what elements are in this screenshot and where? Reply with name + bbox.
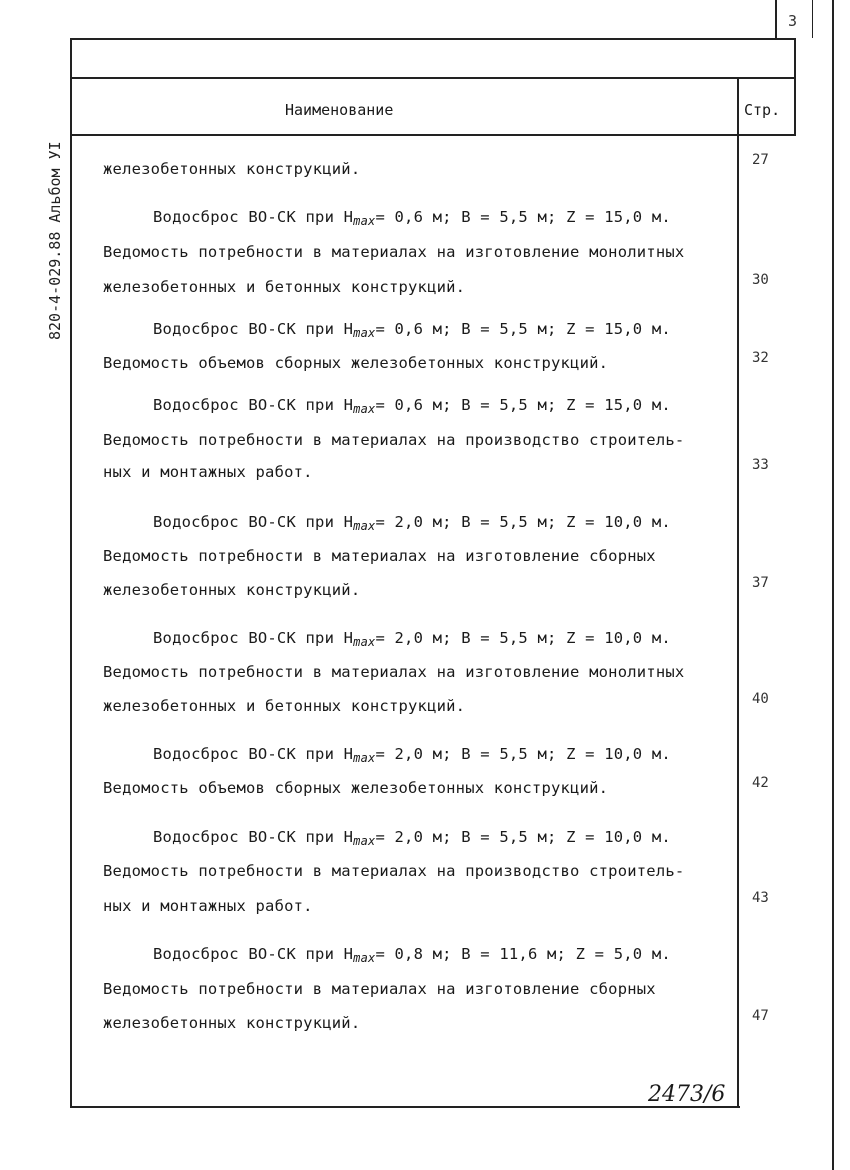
header-bottom-line: [72, 134, 796, 136]
entry-line: Ведомость потребности в материалах на изготовление сборных: [103, 980, 656, 998]
entry-line: Водосброс ВО-СК при $H_{max}= 2,0$ м; В = 5,5 м; Z = 10,0 м.: [153, 745, 671, 765]
corner-box-left: [775, 0, 777, 38]
entry-page-number: 30: [752, 272, 769, 288]
entry-line: Ведомость потребности в материалах на изготовление монолитных: [103, 663, 685, 681]
entry-line: железобетонных и бетонных конструкций.: [103, 278, 466, 296]
entry-line: Ведомость объемов сборных железобетонных конструкций.: [103, 779, 609, 797]
header-page: Стр.: [744, 101, 781, 119]
column-divider: [737, 78, 739, 1108]
entry-page-number: 32: [752, 350, 769, 366]
entry-page-number: 33: [752, 457, 769, 473]
corner-box-right: [812, 0, 813, 38]
entry-line: железобетонных конструкций.: [103, 581, 361, 599]
entry-page-number: 27: [752, 152, 769, 168]
entry-line: Водосброс ВО-СК при $H_{max}= 2,0$ м; В = 5,5 м; Z = 10,0 м.: [153, 513, 671, 533]
header-top-line: [72, 77, 796, 79]
entry-page-number: 40: [752, 691, 769, 707]
entry-page-number: 43: [752, 890, 769, 906]
page-number: 3: [788, 12, 798, 30]
entry-line: Ведомость потребности в материалах на изготовление монолитных: [103, 243, 685, 261]
right-margin-line: [832, 0, 834, 1170]
side-label: 820-4-029.88 Альбом УI: [46, 141, 64, 340]
entry-line: железобетонных конструкций.: [103, 160, 361, 178]
entry-line: Ведомость потребности в материалах на производство строитель-: [103, 862, 685, 880]
entry-line: ных и монтажных работ.: [103, 463, 313, 481]
entry-line: Водосброс ВО-СК при $H_{max}= 2,0$ м; В = 5,5 м; Z = 10,0 м.: [153, 828, 671, 848]
entry-line: Водосброс ВО-СК при $H_{max}= 2,0$ м; В = 5,5 м; Z = 10,0 м.: [153, 629, 671, 649]
frame-left: [70, 38, 72, 1108]
entry-line: ных и монтажных работ.: [103, 897, 313, 915]
entry-page-number: 42: [752, 775, 769, 791]
frame-bottom: [70, 1106, 740, 1108]
entry-line: железобетонных конструкций.: [103, 1014, 361, 1032]
entry-line: Водосброс ВО-СК при $H_{max}= 0,8$ м; В = 11,6 м; Z = 5,0 м.: [153, 945, 671, 965]
entry-page-number: 37: [752, 575, 769, 591]
entry-page-number: 47: [752, 1008, 769, 1024]
entry-line: Водосброс ВО-СК при $H_{max}= 0,6$ м; В = 5,5 м; Z = 15,0 м.: [153, 320, 671, 340]
footer-number: 2473/6: [648, 1082, 726, 1107]
frame-right: [794, 38, 796, 134]
entry-line: Водосброс ВО-СК при $H_{max}= 0,6$ м; В = 5,5 м; Z = 15,0 м.: [153, 208, 671, 228]
entry-line: Ведомость потребности в материалах на производство строитель-: [103, 431, 685, 449]
frame-top: [72, 38, 796, 40]
header-name: Наименование: [285, 101, 394, 119]
entry-line: Ведомость потребности в материалах на изготовление сборных: [103, 547, 656, 565]
entry-line: Ведомость объемов сборных железобетонных конструкций.: [103, 354, 609, 372]
entry-line: Водосброс ВО-СК при $H_{max}= 0,6$ м; В = 5,5 м; Z = 15,0 м.: [153, 396, 671, 416]
entry-line: железобетонных и бетонных конструкций.: [103, 697, 466, 715]
